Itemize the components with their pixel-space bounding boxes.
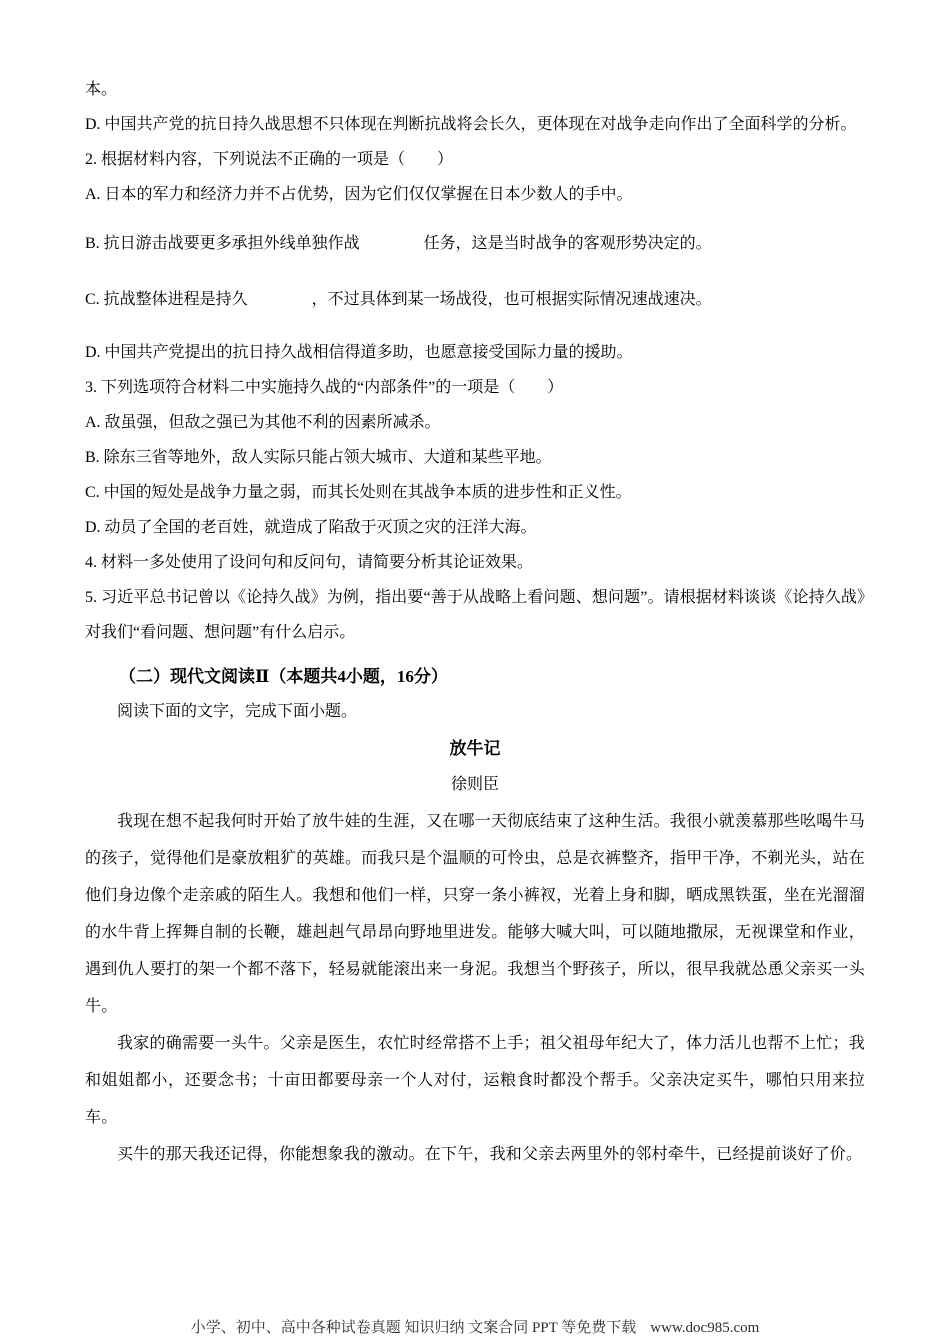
q3-option-a: A. 敌虽强，但敌之强已为其他不利的因素所减杀。 xyxy=(85,414,441,431)
prev-answer-fragment: 本。 xyxy=(85,81,118,98)
q3-option-d: D. 动员了全国的老百姓，就造成了陷敌于灭顶之灾的汪洋大海。 xyxy=(85,519,537,536)
essay-paragraph-3: 买牛的那天我还记得，你能想象我的激动。在下午，我和父亲去两里外的邻村牵牛，已经提前谈好了价。 xyxy=(117,1146,863,1163)
q2-option-c: C. 抗战整体进程是持久 ，不过具体到某一场战役，也可根据实际情况速战速决。 xyxy=(85,291,712,308)
q1-option-d: D. 中国共产党的抗日持久战思想不只体现在判断抗战将会长久，更体现在对战争走向作出了全面科学的分析。 xyxy=(85,116,857,133)
question-5: 5. 习近平总书记曾以《论持久战》为例，指出要“善于从战略上看问题、想问题”。请根据材料谈谈《论持久战》对我们“看问题、想问题”有什么启示。 xyxy=(85,589,865,641)
q2-option-a: A. 日本的军力和经济力并不占优势，因为它们仅仅掌握在日本少数人的手中。 xyxy=(85,186,633,203)
question-2-stem: 2. 根据材料内容，下列说法不正确的一项是（ ） xyxy=(85,151,454,168)
footer-text: 小学、初中、高中各种试卷真题 知识归纳 文案合同 PPT 等免费下载 xyxy=(190,1320,637,1336)
q3-option-b: B. 除东三省等地外，敌人实际只能占领大城市、大道和某些平地。 xyxy=(85,449,552,466)
essay-block xyxy=(85,731,865,1173)
essay-paragraph-1: 我现在想不起我何时开始了放牛娃的生涯，又在哪一天彻底结束了这种生活。我很小就羡慕那些吆喝牛马的孩子，觉得他们是豪放粗犷的英雄。而我只是个温顺的可怜虫，总是衣裤整齐，指甲干净，不剃光头，站在他们身边像个走亲戚的陌生人。我想和他们一样，只穿一条小裤衩，光着上身和脚，晒成黑铁蛋，坐在光溜溜的水牛背上挥舞自制的长鞭，雄赳赳气昂昂向野地里进发。能够大喊大叫，可以随地撒尿，无视课堂和作业，遇到仇人要打的架一个都不落下，轻易就能滚出来一身泥。我想当个野孩子，所以，很早我就怂恿父亲买一头牛。 xyxy=(85,813,865,1015)
essay-paragraph-2: 我家的确需要一头牛。父亲是医生，农忙时经常搭不上手；祖父祖母年纪大了，体力活儿也帮不上忙；我和姐姐都小，还要念书；十亩田都要母亲一个人对付，运粮食时都没个帮手。父亲决定买牛，哪怕只用来拉车。 xyxy=(85,1035,865,1126)
q2-option-d: D. 中国共产党提出的抗日持久战相信得道多助，也愿意接受国际力量的援助。 xyxy=(85,344,633,361)
section-heading: （二）现代文阅读Ⅱ（本题共4小题，16分） xyxy=(119,667,448,686)
question-3-stem: 3. 下列选项符合材料二中实施持久战的“内部条件”的一项是（ ） xyxy=(85,379,564,396)
essay-author: 徐则臣 xyxy=(450,776,499,793)
question-4: 4. 材料一多处使用了设问句和反问句，请简要分析其论证效果。 xyxy=(85,554,534,571)
reading-instruction: 阅读下面的文字，完成下面小题。 xyxy=(117,703,358,720)
page-footer xyxy=(0,1318,950,1338)
footer-site-url[interactable]: www.doc985.com xyxy=(650,1320,760,1336)
q2-option-b: B. 抗日游击战要更多承担外线单独作战 任务，这是当时战争的客观形势决定的。 xyxy=(85,235,712,252)
essay-title: 放牛记 xyxy=(449,739,501,758)
q3-option-c: C. 中国的短处是战争力量之弱，而其长处则在其战争本质的进步性和正义性。 xyxy=(85,484,632,501)
questions-block xyxy=(85,72,865,650)
